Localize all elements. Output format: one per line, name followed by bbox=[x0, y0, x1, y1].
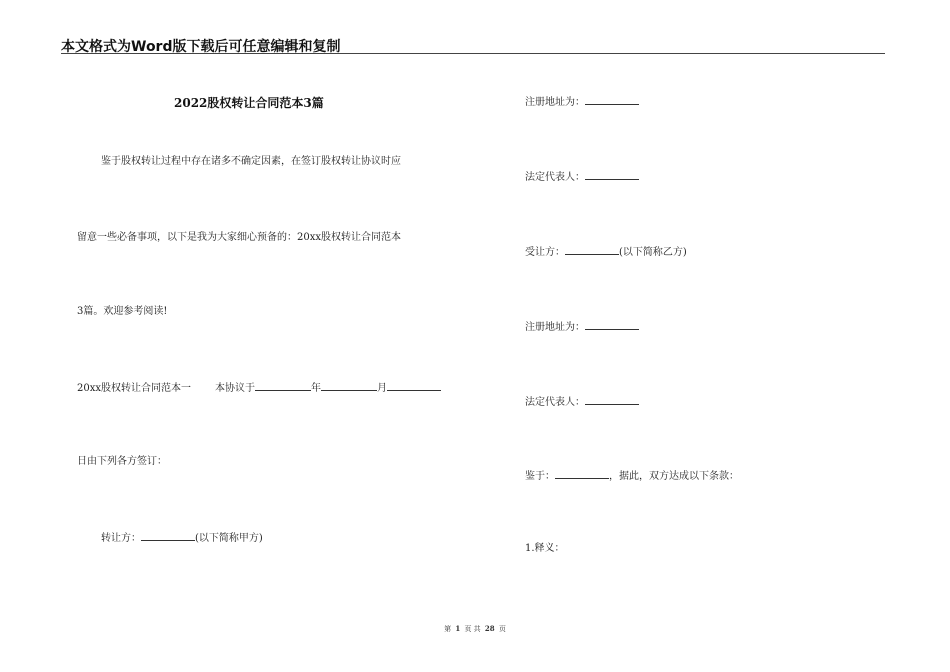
legal-rep-blank[interactable] bbox=[585, 170, 639, 180]
paragraph-intro-line-2: 留意一些必备事项，以下是我为大家细心预备的：20xx股权转让合同范本 bbox=[77, 232, 402, 243]
page-footer bbox=[0, 624, 950, 634]
legal-rep-line-1 bbox=[525, 170, 639, 183]
footer-page-suffix: 页 bbox=[498, 625, 506, 633]
signing-parties-line: 日由下列各方签订： bbox=[77, 456, 167, 467]
whereas-label: 鉴于： bbox=[525, 471, 555, 482]
paragraph-intro-line-3: 3篇。欢迎参考阅读! bbox=[77, 306, 168, 317]
whereas-suffix: ，据此，双方达成以下条款： bbox=[609, 471, 739, 482]
definitions-heading: 1.释义： bbox=[525, 543, 565, 554]
transferor-suffix: (以下简称甲方) bbox=[195, 533, 263, 544]
document-header-banner: 本文格式为Word版下载后可任意编辑和复制 bbox=[61, 39, 341, 55]
date-blank-1[interactable] bbox=[255, 381, 311, 391]
registered-address-label: 注册地址为： bbox=[525, 97, 585, 108]
year-label: 年 bbox=[311, 383, 322, 394]
legal-rep-label: 法定代表人： bbox=[525, 172, 585, 183]
transferee-suffix: (以下简称乙方) bbox=[619, 247, 687, 258]
transferor-label: 转让方： bbox=[101, 533, 141, 544]
legal-rep-line-2 bbox=[525, 395, 639, 408]
transferor-line bbox=[101, 531, 263, 544]
legal-rep-blank-2[interactable] bbox=[585, 395, 639, 405]
date-blank-3[interactable] bbox=[387, 381, 441, 391]
transferee-line bbox=[525, 245, 687, 258]
header-divider bbox=[61, 53, 885, 54]
registered-address-label-2: 注册地址为： bbox=[525, 322, 585, 333]
legal-rep-label-2: 法定代表人： bbox=[525, 397, 585, 408]
transferee-blank[interactable] bbox=[565, 245, 619, 255]
contract-heading-line bbox=[77, 381, 441, 394]
date-blank-2[interactable] bbox=[321, 381, 377, 391]
registered-address-blank[interactable] bbox=[585, 95, 639, 105]
footer-page-number: 1 bbox=[455, 624, 461, 633]
registered-address-blank-2[interactable] bbox=[585, 320, 639, 330]
transferor-blank[interactable] bbox=[141, 531, 195, 541]
registered-address-line-2 bbox=[525, 320, 639, 333]
whereas-blank[interactable] bbox=[555, 469, 609, 479]
contract-heading: 20xx股权转让合同范本一 bbox=[77, 383, 192, 394]
footer-page-prefix: 第 bbox=[444, 625, 452, 633]
document-title: 2022股权转让合同范本3篇 bbox=[174, 96, 324, 110]
transferee-label: 受让方： bbox=[525, 247, 565, 258]
registered-address-line-1 bbox=[525, 95, 639, 108]
whereas-line bbox=[525, 469, 739, 482]
agreement-date-label: 本协议于 bbox=[215, 383, 256, 394]
paragraph-intro-line-1: 鉴于股权转让过程中存在诸多不确定因素，在签订股权转让协议时应 bbox=[101, 156, 401, 167]
footer-page-mid: 页 共 bbox=[464, 625, 481, 633]
footer-page-total: 28 bbox=[484, 624, 495, 633]
month-label: 月 bbox=[377, 383, 388, 394]
